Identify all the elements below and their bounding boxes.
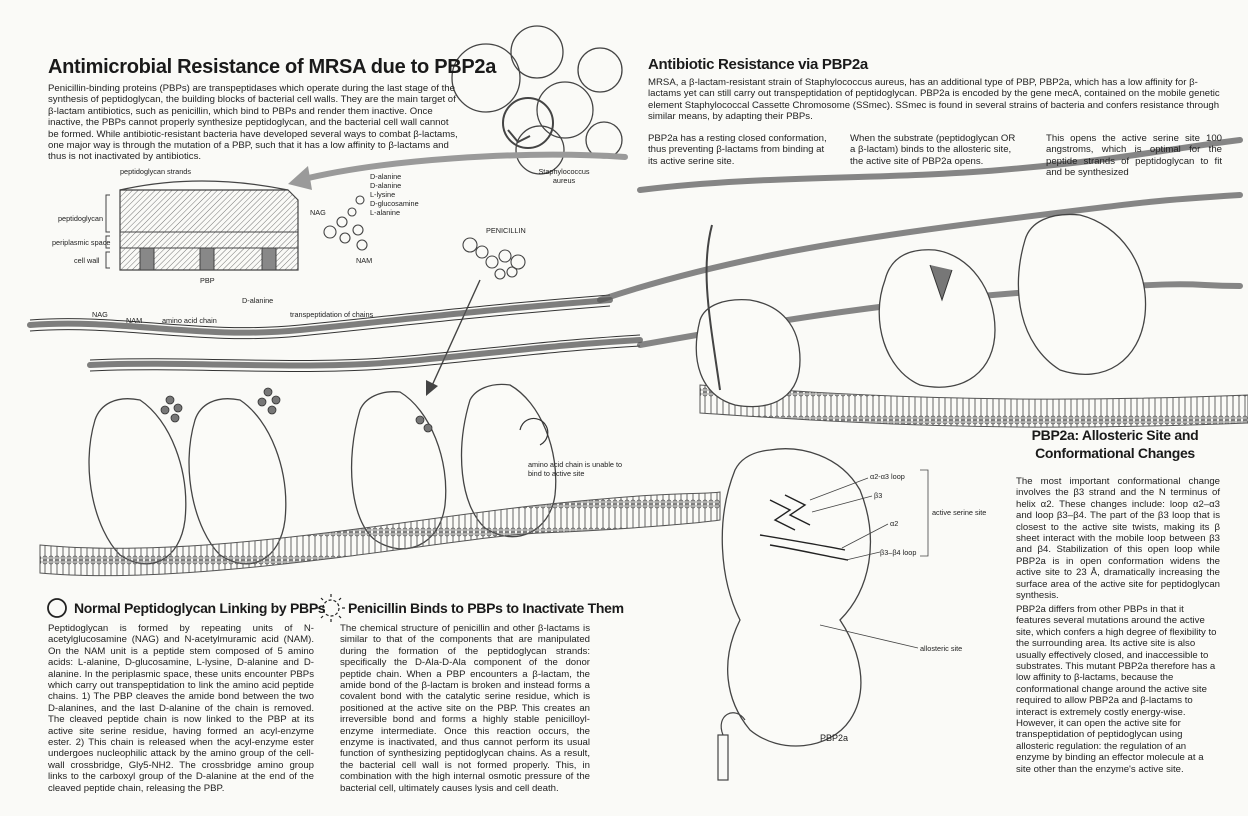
resistance-paragraph: MRSA, a β-lactam-resistant strain of Staphylococcus aureus, has an additional type of PBP, PBP2a, which has a low affinity for β-lactams yet can still carry out transpeptidation of peptidoglycan. PBP2a is encoded by the gene mecA, contained on the mobile genetic element Staphylococcal Cassette Chromosome (SSmec). SSmec is found in several strains of bacteria and confers resistance through similar means, by adapting their PBPs. [648,77,1220,123]
penicillin-title: Penicillin Binds to PBPs to Inactivate Them [348,600,624,616]
resistance-step-3: This opens the active serine site 100 angstroms, which is optimal for the peptide strands of peptidoglycan to fit and be synthesized [1046,133,1222,179]
residue-label: L-lysine [370,190,396,199]
inset-nag-label: NAG [310,208,326,217]
allosteric-paragraph-1: The most important conformational change involves the β3 strand and the N terminus of helix α2. These changes include: loop α2–α3 and loop β3–β4. The part of the β3 loop that is closest to the active site twists, making its β sheet interact with the mobile loop between β3 and β4. Stabilization of this open loop while PBP2a is in open conformation widens the active site to 23 Å, dramatically increasing the surface area of the active site for peptidoglycan synthesis. [1016,476,1220,602]
residue-label: L-alanine [370,208,401,217]
inset-brackets [106,195,110,268]
unable-bind-label: amino acid chain is unable to bind to active site [528,460,623,478]
chain-nam-label: NAM [126,316,143,325]
allosteric-title-line-1: PBP2a: Allosteric Site and [1031,427,1199,443]
allosteric-paragraph-2: PBP2a differs from other PBPs in that it features several mutations around the active site, which confers a high degree of flexibility to the surrounding area. Its active site is also usually effectively closed, and inaccessible to substrates. This mutant PBP2a therefore has a low affinity to β-lactams, because the conformational change around the active site required to allow PBP2a and β-lactams to interact is extremely costly energy-wise. However, it can open the active site for transpeptidation of peptidoglycan using allosteric regulation: the regulation of an enzyme by binding an effector molecule at a site other than the enzyme's active site. [1016,604,1217,775]
inset-strands-label: peptidoglycan strands [120,167,191,176]
transpeptidation-label: transpeptidation of chains [290,310,374,319]
normal-section-icon [48,599,66,617]
residue-label: D-glucosamine [370,199,419,208]
main-title: Antimicrobial Resistance of MRSA due to PBP2a [48,56,497,78]
intro-paragraph: Penicillin-binding proteins (PBPs) are transpeptidases which operate during the last stage of the synthesis of peptidoglycan, the building blocks of bacterial cell walls. They are the main target of β-lactam antibiotics, such as penicillin, which bind to PBPs and render them inactive. Once inactive, the PBPs cannot properly synthesize peptidoglycan, and the bacterial cell wall cannot be formed. While antibiotic-resistant bacteria have developed several ways to combat β-lactams, one major way is through the mutation of a PBP, such that it has a low affinity to β-lactams and thus is not inactivated by antibiotics. [48,83,458,163]
inset-nam-label: NAM [356,256,373,265]
penicillin-molecule [463,238,525,279]
pbp2a-conformations [696,214,1145,406]
residue-label: D-alanine [370,172,402,181]
cell-wall-inset [120,181,298,270]
inset-periplasmic-label: periplasmic space [52,238,111,247]
pbp2a-label: PBP2a [820,733,849,743]
resistance-step-1: PBP2a has a resting closed conformation, thus preventing β-lactams from binding at its active serine site. [648,133,827,167]
penicillin-paragraph: The chemical structure of penicillin and other β-lactams is similar to that of the components that are manipulated during the formation of the peptidoglycan strands: specifically the D-Ala-D-Ala component of the donor peptide chain. When a PBP encounters a β-lactam, the amide bond of the β-lactam is broken and instead forms a covalent bond with the catalytic serine residue, which is positioned at the active site on the PBP. This creates an irreversible bond and forms a highly stable penicilloyl-enzyme intermediate. Once this reaction occurs, the enzyme is inactivated, and thus cannot perform its usual function of synthesizing peptidoglycan chains. As a result, the bacterial cell wall is not formed properly. This, in combination with the high internal osmotic pressure of the bacterial cell, ultimately causes lysis and cell death. [340,623,590,794]
staphylococcus-label: Staphylococcus aureus [538,167,590,185]
loop-b3b4-label: β3–β4 loop [880,548,917,557]
chain-nag-label: NAG [92,310,108,319]
pbp2a-structure [722,449,870,746]
resistance-step-2: When the substrate (peptidoglycan OR a β-lactam) binds to the allosteric site, the active site of PBP2a opens. [850,133,1016,167]
allosteric-title [1010,426,1220,462]
alpha2-label: α2 [890,519,899,528]
d-alanine-label: D-alanine [242,296,274,305]
inset-cellwall-label: cell wall [74,256,100,265]
allosteric-title-line-2: Conformational Changes [1035,445,1195,461]
inset-residue-list [370,172,419,217]
normal-title: Normal Peptidoglycan Linking by PBPs [74,600,326,616]
residue-label: D-alanine [370,181,402,190]
loop-a2a3-label: α2-α3 loop [870,472,905,481]
allosteric-site-label: allosteric site [920,644,963,653]
penicillin-label: PENICILLIN [486,226,526,235]
inset-peptidoglycan-label: peptidoglycan [58,214,104,223]
inset-pbp-label: PBP [200,276,215,285]
beta3-label: β3 [874,491,883,500]
active-serine-site-label: active serine site [932,508,987,517]
normal-paragraph: Peptidoglycan is formed by repeating units of N-acetylglucosamine (NAG) and N-acetylmuramic acid (NAM). On the NAM unit is a peptide stem composed of 5 amino acids: L-alanine, D-glucosamine, L-lysine, D-alanine and D-alanine. In the periplasmic space, these units encounter PBPs which carry out transpeptidation to link the amino acid peptide chains. 1) The PBP cleaves the amide bond between the two D-alanines, and the last D-alanine of the chain is removed. The cleaved peptide chain is now linked to the PBP at its active site serine residue, having formed an acyl-enzyme ester. 2) This chain is released when the acyl-enzyme ester undergoes nucleophilic attack by the amino group of the cell-wall crossbridge, Gly5-NH2. The crossbridge amino group links to the carboxyl group of the D-alanine at the end of the cleaved peptide chain, releasing the PBP. [48,623,314,794]
resistance-title: Antibiotic Resistance via PBP2a [648,56,868,73]
nag-nam-molecule [324,196,367,250]
amino-acid-chain-label: amino acid chain [162,316,217,325]
